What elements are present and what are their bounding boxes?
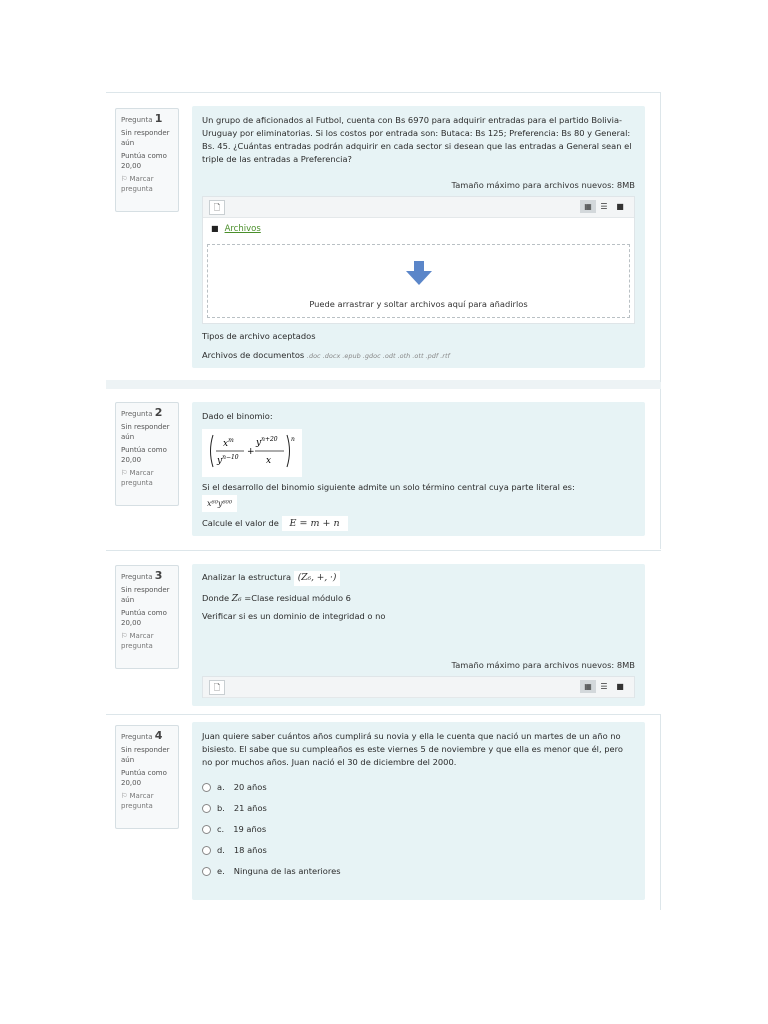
literal-part: x⁶⁰y⁶⁰⁰ [202, 495, 237, 512]
option-b[interactable] [202, 802, 635, 815]
question-status: Sin responder aún [121, 586, 170, 604]
file-toolbar [203, 197, 634, 218]
question-text: Un grupo de aficionados al Futbol, cuenta con Bs 6970 para adquirir entradas para el partido Bolivia-Uruguay por eliminatorias. Si los costos por entrada son: Butaca: Bs 125; Preferencia: Bs 80 y General: Bs. 45. ¿Cuántas entradas podrán adquirir en cada sector si desean que las entradas a General sean el triple de las entradas a Preferencia? [202, 115, 632, 164]
question-label: Pregunta [121, 410, 153, 418]
separator [660, 92, 661, 382]
option-a[interactable] [202, 781, 635, 794]
question-status: Sin responder aún [121, 423, 170, 441]
folder-path [203, 218, 634, 240]
option-c[interactable] [202, 823, 635, 836]
add-file-icon: 🗋 [213, 683, 221, 692]
question-score: Puntúa como 20,00 [121, 609, 167, 627]
question-text: Juan quiere saber cuántos años cumplirá su novia y ella le cuenta que nació un martes de un año no bisiesto. El sabe que su cumpleaños es este viernes 5 de noviembre y que ella es menor que él, pero no por muchos años. Juan nació el 30 de diciembre del 2000. [202, 731, 623, 767]
file-manager [202, 196, 635, 324]
answer-options [202, 781, 635, 878]
radio-button[interactable] [202, 783, 211, 792]
option-letter: e. [217, 866, 225, 876]
svg-text:yn−10: $y^{n-10}$ [217, 454, 239, 466]
grid-view-icon[interactable]: ▦ [580, 680, 596, 693]
accepted-docs: Archivos de documentos [202, 350, 305, 360]
flag-icon: ⚐ [121, 792, 128, 800]
z6-description: =Clase residual módulo 6 [244, 593, 351, 603]
flag-question-link[interactable] [121, 468, 173, 488]
question-status: Sin responder aún [121, 129, 170, 147]
svg-text:xm: $x^m$ [223, 437, 234, 449]
separator [106, 380, 661, 389]
add-file-icon: 🗋 [213, 203, 221, 212]
folder-link[interactable]: Archivos [224, 224, 261, 234]
question-score: Puntúa como 20,00 [121, 152, 167, 170]
radio-button[interactable] [202, 804, 211, 813]
flag-icon: ⚐ [121, 632, 128, 640]
folder-view-icon[interactable]: ■ [616, 202, 624, 211]
add-file-button[interactable] [209, 200, 225, 215]
structure-expression: (Z₆, +, ·) [294, 571, 341, 586]
flag-label: Marcar pregunta [121, 792, 154, 810]
question-content [192, 564, 645, 706]
question-label: Pregunta [121, 116, 153, 124]
option-label: 18 años [233, 845, 267, 855]
binomial-formula [202, 429, 635, 477]
accepted-extensions: .doc .docx .epub .gdoc .odt .oth .ott .pdf .rtf [306, 352, 450, 360]
question-info [115, 108, 179, 212]
separator [106, 550, 661, 551]
flag-label: Marcar pregunta [121, 175, 154, 193]
question-score: Puntúa como 20,00 [121, 769, 167, 787]
question-instruction: Verificar si es un dominio de integridad o no [202, 611, 386, 621]
calc-expression: E = m + n [282, 516, 348, 531]
file-manager [202, 676, 635, 698]
flag-icon: ⚐ [121, 175, 128, 183]
separator [106, 714, 661, 715]
option-label: 20 años [233, 782, 267, 792]
option-label: 19 años [233, 824, 267, 834]
flag-icon: ⚐ [121, 469, 128, 477]
option-d[interactable] [202, 844, 635, 857]
question-content [192, 402, 645, 536]
question-info [115, 402, 179, 506]
separator [106, 92, 661, 93]
option-letter: b. [217, 803, 225, 813]
svg-text:+: + [247, 447, 255, 457]
radio-button[interactable] [202, 867, 211, 876]
max-file-size: Tamaño máximo para archivos nuevos: 8MB [451, 180, 635, 190]
question-number: 4 [154, 729, 163, 742]
binomial-expression [206, 432, 298, 470]
flag-question-link[interactable] [121, 174, 173, 194]
max-file-size: Tamaño máximo para archivos nuevos: 8MB [451, 660, 635, 670]
question-info [115, 565, 179, 669]
question-status: Sin responder aún [121, 746, 170, 764]
download-arrow-icon [406, 261, 432, 285]
svg-text:yn+20: $y^{n+20}$ [256, 436, 278, 448]
question-label: Pregunta [121, 733, 153, 741]
option-e[interactable] [202, 865, 635, 878]
list-view-icon[interactable]: ☰ [600, 682, 608, 691]
accepted-types [202, 330, 635, 363]
folder-icon: ■ [211, 224, 219, 233]
option-letter: c. [217, 824, 225, 834]
dropzone-text: Puede arrastrar y soltar archivos aquí para añadirlos [309, 299, 528, 309]
question-label: Pregunta [121, 573, 153, 581]
separator [660, 714, 661, 910]
svg-text:n: n [291, 436, 295, 443]
accepted-title: Tipos de archivo aceptados [202, 331, 316, 341]
radio-button[interactable] [202, 825, 211, 834]
question-content [192, 106, 645, 368]
flag-label: Marcar pregunta [121, 632, 154, 650]
calc-prefix: Calcule el valor de [202, 518, 279, 528]
question-intro: Dado el binomio: [202, 411, 273, 421]
add-file-button[interactable] [209, 680, 225, 695]
grid-view-icon[interactable]: ▦ [580, 200, 596, 213]
z6-symbol: Z₆ [231, 594, 242, 604]
radio-button[interactable] [202, 846, 211, 855]
folder-view-icon[interactable]: ■ [616, 682, 624, 691]
question-content [192, 722, 645, 900]
flag-label: Marcar pregunta [121, 469, 154, 487]
view-switcher [580, 200, 628, 213]
question-number: 1 [154, 112, 163, 125]
flag-question-link[interactable] [121, 791, 173, 811]
option-label: Ninguna de las anteriores [233, 866, 341, 876]
question-score: Puntúa como 20,00 [121, 446, 167, 464]
file-dropzone[interactable] [207, 244, 630, 318]
separator [660, 389, 661, 549]
option-letter: d. [217, 845, 225, 855]
view-switcher [580, 680, 628, 693]
svg-text:x: x [266, 456, 272, 466]
question-text: Si el desarrollo del binomio siguiente admite un solo término central cuya parte literal es: [202, 482, 575, 492]
donde-prefix: Donde [202, 593, 230, 603]
flag-question-link[interactable] [121, 631, 173, 651]
option-label: 21 años [233, 803, 267, 813]
option-letter: a. [217, 782, 225, 792]
file-toolbar [203, 677, 634, 698]
structure-prefix: Analizar la estructura [202, 572, 292, 582]
list-view-icon[interactable]: ☰ [600, 202, 608, 211]
question-number: 3 [154, 569, 163, 582]
question-number: 2 [154, 406, 163, 419]
question-info [115, 725, 179, 829]
